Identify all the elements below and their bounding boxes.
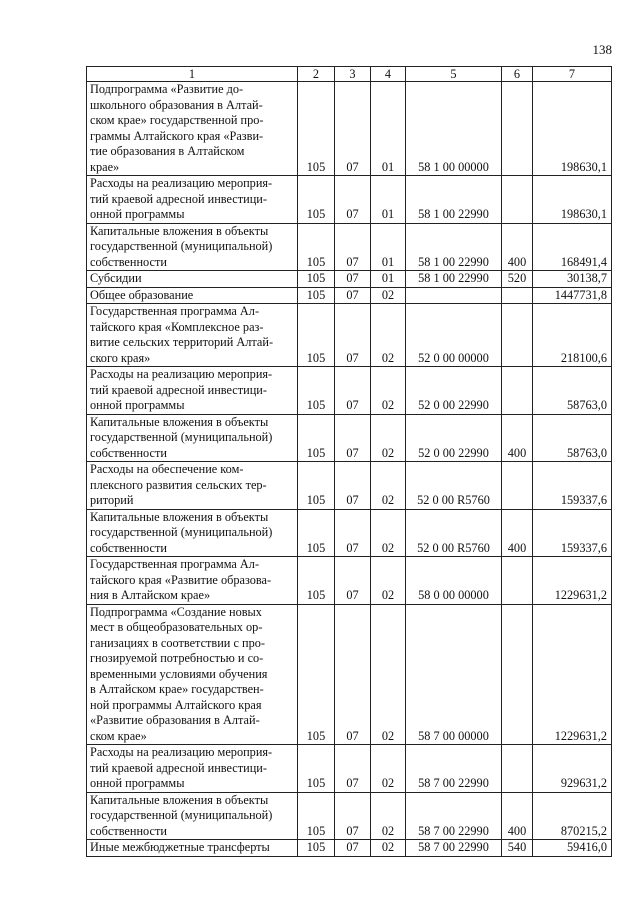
row-name-line: Расходы на обеспечение ком- bbox=[90, 462, 244, 476]
row-name-line: тайского края «Комплексное раз- bbox=[90, 319, 264, 334]
subsection-cell: 01 bbox=[371, 223, 406, 271]
row-name-line: Государственная программа Ал- bbox=[90, 557, 260, 571]
amount-cell: 198630,1 bbox=[533, 82, 612, 176]
table-row bbox=[87, 304, 612, 367]
expense-type-cell: 520 bbox=[502, 271, 533, 288]
row-name-line: тие образования в Алтайском bbox=[90, 144, 245, 158]
expense-type-cell: 400 bbox=[502, 509, 533, 557]
row-name-line: Общее образование bbox=[90, 287, 194, 302]
table-row bbox=[87, 271, 612, 288]
target-article-cell: 52 0 00 22990 bbox=[406, 367, 502, 415]
page-number: 138 bbox=[592, 42, 612, 57]
table-row bbox=[87, 462, 612, 510]
header-cell: 6 bbox=[502, 67, 533, 82]
row-name-cell bbox=[87, 745, 298, 793]
expense-type-cell bbox=[502, 304, 533, 367]
expense-type-cell bbox=[502, 367, 533, 415]
subsection-cell: 02 bbox=[371, 414, 406, 462]
section-cell: 07 bbox=[335, 604, 371, 745]
expense-type-cell: 400 bbox=[502, 792, 533, 840]
row-name-line: тий краевой адресной инвестици- bbox=[90, 191, 267, 206]
row-name-line: витие сельских территорий Алтай- bbox=[90, 335, 274, 349]
amount-cell: 168491,4 bbox=[533, 223, 612, 271]
section-cell: 07 bbox=[335, 414, 371, 462]
amount-cell: 1229631,2 bbox=[533, 557, 612, 605]
row-name-line: Расходы на реализацию мероприя- bbox=[90, 745, 273, 759]
section-cell: 07 bbox=[335, 367, 371, 415]
section-cell: 07 bbox=[335, 745, 371, 793]
table-row bbox=[87, 176, 612, 224]
row-name-line: плексного развития сельских тер- bbox=[90, 477, 267, 492]
admin-code-cell: 105 bbox=[298, 557, 335, 605]
target-article-cell: 58 1 00 00000 bbox=[406, 82, 502, 176]
admin-code-cell: 105 bbox=[298, 745, 335, 793]
amount-cell: 159337,6 bbox=[533, 462, 612, 510]
expense-type-cell: 540 bbox=[502, 840, 533, 857]
amount-cell: 1229631,2 bbox=[533, 604, 612, 745]
row-name-cell bbox=[87, 287, 298, 304]
section-cell: 07 bbox=[335, 287, 371, 304]
row-name-line: Расходы на реализацию мероприя- bbox=[90, 367, 273, 381]
row-name-line: онной программы bbox=[90, 776, 185, 790]
subsection-cell: 02 bbox=[371, 792, 406, 840]
expense-type-cell bbox=[502, 557, 533, 605]
row-name-cell bbox=[87, 271, 298, 288]
row-name-line: ском крае» bbox=[90, 728, 147, 743]
section-cell: 07 bbox=[335, 271, 371, 288]
row-name-line: онной программы bbox=[90, 398, 185, 412]
row-name-line: Государственная программа Ал- bbox=[90, 304, 260, 318]
expense-type-cell bbox=[502, 176, 533, 224]
section-cell: 07 bbox=[335, 557, 371, 605]
table-body bbox=[87, 82, 612, 857]
row-name-line: Субсидии bbox=[90, 271, 142, 285]
budget-table bbox=[86, 66, 612, 857]
target-article-cell: 52 0 00 22990 bbox=[406, 414, 502, 462]
row-name-line: тий краевой адресной инвестици- bbox=[90, 382, 267, 397]
amount-cell: 929631,2 bbox=[533, 745, 612, 793]
row-name-line: ганизациях в соответствии с про- bbox=[90, 635, 265, 650]
row-name-line: собственности bbox=[90, 254, 167, 269]
row-name-line: «Развитие образования в Алтай- bbox=[90, 713, 260, 727]
row-name-line: собственности bbox=[90, 540, 167, 555]
amount-cell: 218100,6 bbox=[533, 304, 612, 367]
row-name-cell bbox=[87, 367, 298, 415]
target-article-cell: 58 1 00 22990 bbox=[406, 271, 502, 288]
amount-cell: 58763,0 bbox=[533, 367, 612, 415]
target-article-cell: 58 1 00 22990 bbox=[406, 176, 502, 224]
expense-type-cell: 400 bbox=[502, 414, 533, 462]
subsection-cell: 02 bbox=[371, 462, 406, 510]
admin-code-cell: 105 bbox=[298, 462, 335, 510]
admin-code-cell: 105 bbox=[298, 367, 335, 415]
section-cell: 07 bbox=[335, 82, 371, 176]
amount-cell: 198630,1 bbox=[533, 176, 612, 224]
row-name-line: тайского края «Развитие образова- bbox=[90, 572, 272, 587]
admin-code-cell: 105 bbox=[298, 792, 335, 840]
row-name-line: Подпрограмма «Развитие до- bbox=[90, 82, 244, 96]
section-cell: 07 bbox=[335, 223, 371, 271]
section-cell: 07 bbox=[335, 304, 371, 367]
row-name-cell bbox=[87, 462, 298, 510]
target-article-cell bbox=[406, 287, 502, 304]
row-name-cell bbox=[87, 223, 298, 271]
row-name-line: мест в общеобразовательных ор- bbox=[90, 620, 263, 634]
target-article-cell: 58 7 00 22990 bbox=[406, 745, 502, 793]
row-name-line: государственной (муниципальной) bbox=[90, 430, 273, 444]
header-cell: 2 bbox=[298, 67, 335, 82]
amount-cell: 59416,0 bbox=[533, 840, 612, 857]
target-article-cell: 58 7 00 22990 bbox=[406, 792, 502, 840]
subsection-cell: 02 bbox=[371, 367, 406, 415]
row-name-line: собственности bbox=[90, 445, 167, 460]
target-article-cell: 52 0 00 00000 bbox=[406, 304, 502, 367]
row-name-cell bbox=[87, 557, 298, 605]
row-name-line: крае» bbox=[90, 159, 120, 174]
table-row bbox=[87, 745, 612, 793]
section-cell: 07 bbox=[335, 509, 371, 557]
row-name-cell bbox=[87, 604, 298, 745]
table-row bbox=[87, 414, 612, 462]
amount-cell: 159337,6 bbox=[533, 509, 612, 557]
row-name-line: государственной (муниципальной) bbox=[90, 808, 273, 822]
subsection-cell: 01 bbox=[371, 82, 406, 176]
admin-code-cell: 105 bbox=[298, 271, 335, 288]
row-name-line: временными условиями обучения bbox=[90, 666, 268, 681]
table-row bbox=[87, 792, 612, 840]
row-name-line: граммы Алтайского края «Разви- bbox=[90, 128, 264, 143]
amount-cell: 870215,2 bbox=[533, 792, 612, 840]
admin-code-cell: 105 bbox=[298, 840, 335, 857]
target-article-cell: 58 7 00 00000 bbox=[406, 604, 502, 745]
amount-cell: 58763,0 bbox=[533, 414, 612, 462]
expense-type-cell bbox=[502, 604, 533, 745]
table-row bbox=[87, 604, 612, 745]
target-article-cell: 52 0 00 R5760 bbox=[406, 509, 502, 557]
admin-code-cell: 105 bbox=[298, 82, 335, 176]
expense-type-cell bbox=[502, 462, 533, 510]
row-name-line: риторий bbox=[90, 493, 134, 507]
admin-code-cell: 105 bbox=[298, 604, 335, 745]
admin-code-cell: 105 bbox=[298, 509, 335, 557]
expense-type-cell: 400 bbox=[502, 223, 533, 271]
subsection-cell: 02 bbox=[371, 745, 406, 793]
amount-cell: 1447731,8 bbox=[533, 287, 612, 304]
row-name-cell bbox=[87, 176, 298, 224]
table-row bbox=[87, 509, 612, 557]
expense-type-cell bbox=[502, 82, 533, 176]
row-name-line: Иные межбюджетные трансферты bbox=[90, 840, 270, 854]
row-name-line: ском крае» государственной про- bbox=[90, 113, 264, 127]
header-cell: 1 bbox=[87, 67, 298, 82]
table-row bbox=[87, 82, 612, 176]
subsection-cell: 02 bbox=[371, 509, 406, 557]
header-cell: 7 bbox=[533, 67, 612, 82]
admin-code-cell: 105 bbox=[298, 414, 335, 462]
row-name-line: ского края» bbox=[90, 350, 151, 365]
admin-code-cell: 105 bbox=[298, 176, 335, 224]
expense-type-cell bbox=[502, 287, 533, 304]
row-name-cell bbox=[87, 414, 298, 462]
row-name-line: государственной (муниципальной) bbox=[90, 525, 273, 539]
row-name-line: Подпрограмма «Создание новых bbox=[90, 604, 262, 619]
table-row bbox=[87, 367, 612, 415]
header-cell: 3 bbox=[335, 67, 371, 82]
table-header-row bbox=[87, 67, 612, 82]
row-name-cell bbox=[87, 304, 298, 367]
section-cell: 07 bbox=[335, 792, 371, 840]
amount-cell: 30138,7 bbox=[533, 271, 612, 288]
row-name-line: Капитальные вложения в объекты bbox=[90, 509, 269, 524]
expense-type-cell bbox=[502, 745, 533, 793]
section-cell: 07 bbox=[335, 176, 371, 224]
row-name-line: Расходы на реализацию мероприя- bbox=[90, 176, 273, 190]
admin-code-cell: 105 bbox=[298, 287, 335, 304]
table-row bbox=[87, 840, 612, 857]
table-row bbox=[87, 223, 612, 271]
row-name-line: в Алтайском крае» государствен- bbox=[90, 682, 264, 696]
target-article-cell: 52 0 00 R5760 bbox=[406, 462, 502, 510]
subsection-cell: 02 bbox=[371, 287, 406, 304]
row-name-line: ния в Алтайском крае» bbox=[90, 588, 211, 602]
admin-code-cell: 105 bbox=[298, 304, 335, 367]
row-name-cell bbox=[87, 509, 298, 557]
row-name-cell bbox=[87, 82, 298, 176]
row-name-line: тий краевой адресной инвестици- bbox=[90, 760, 267, 775]
header-cell: 5 bbox=[406, 67, 502, 82]
subsection-cell: 02 bbox=[371, 604, 406, 745]
row-name-line: ной программы Алтайского края bbox=[90, 697, 262, 712]
row-name-line: онной программы bbox=[90, 207, 185, 221]
subsection-cell: 01 bbox=[371, 176, 406, 224]
subsection-cell: 02 bbox=[371, 840, 406, 857]
target-article-cell: 58 0 00 00000 bbox=[406, 557, 502, 605]
table-row bbox=[87, 287, 612, 304]
target-article-cell: 58 7 00 22990 bbox=[406, 840, 502, 857]
row-name-line: Капитальные вложения в объекты bbox=[90, 223, 269, 238]
subsection-cell: 02 bbox=[371, 304, 406, 367]
subsection-cell: 01 bbox=[371, 271, 406, 288]
row-name-cell bbox=[87, 840, 298, 857]
subsection-cell: 02 bbox=[371, 557, 406, 605]
section-cell: 07 bbox=[335, 840, 371, 857]
row-name-line: собственности bbox=[90, 823, 167, 838]
row-name-line: Капитальные вложения в объекты bbox=[90, 414, 269, 429]
row-name-line: гнозируемой потребностью и со- bbox=[90, 651, 264, 665]
table-row bbox=[87, 557, 612, 605]
row-name-line: Капитальные вложения в объекты bbox=[90, 792, 269, 807]
row-name-cell bbox=[87, 792, 298, 840]
section-cell: 07 bbox=[335, 462, 371, 510]
row-name-line: школьного образования в Алтай- bbox=[90, 97, 263, 112]
admin-code-cell: 105 bbox=[298, 223, 335, 271]
target-article-cell: 58 1 00 22990 bbox=[406, 223, 502, 271]
row-name-line: государственной (муниципальной) bbox=[90, 239, 273, 253]
header-cell: 4 bbox=[371, 67, 406, 82]
